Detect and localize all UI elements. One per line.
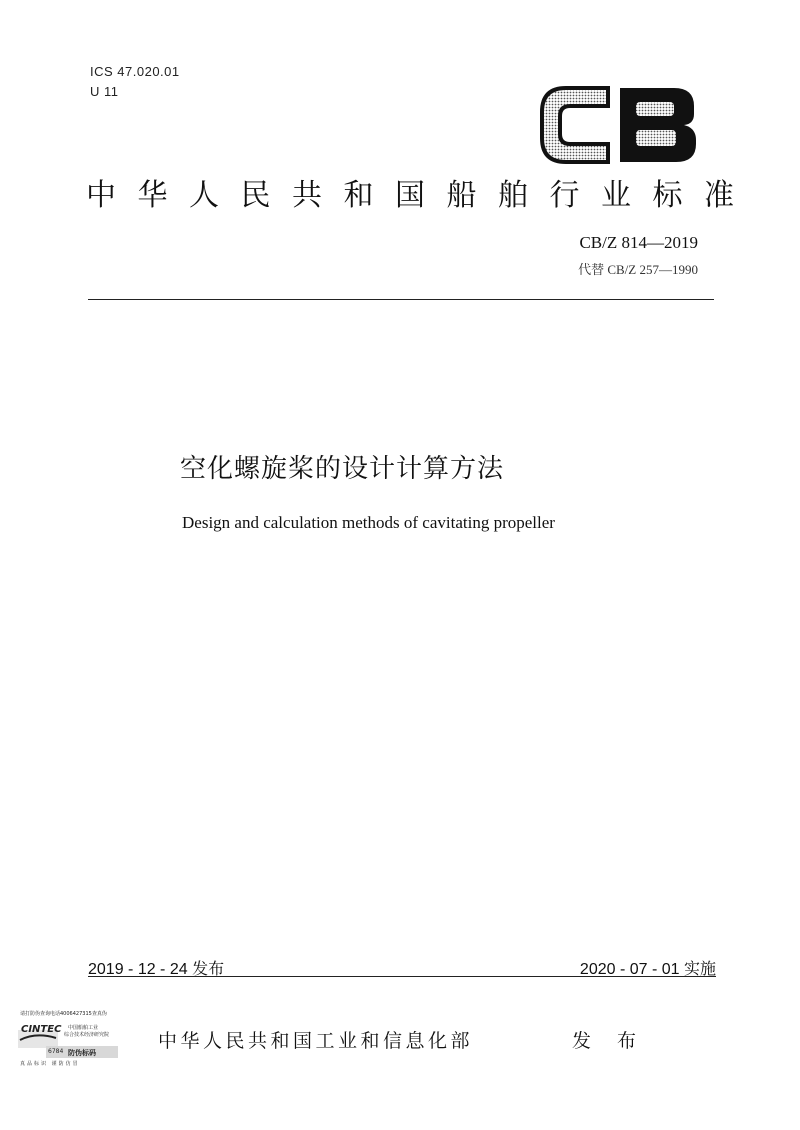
- standard-classification: [90, 62, 180, 102]
- ics-code: ICS 47.020.01: [90, 64, 180, 79]
- stamp-label: 防伪标码: [68, 1049, 96, 1057]
- replaced-standard: 代替 CB/Z 257—1990: [578, 262, 698, 277]
- issue-action: 发 布: [572, 1030, 647, 1052]
- letter-c-icon: [542, 88, 608, 162]
- standard-category-title: 中华人民共和国船舶行业标准: [86, 178, 756, 213]
- ccs-code: U 11: [90, 84, 119, 99]
- stamp-footer: 真品标识 谨防仿冒: [20, 1061, 80, 1067]
- stamp-org-line1: 中国船舶工业: [68, 1025, 99, 1031]
- standard-number: CB/Z 814—2019: [579, 233, 698, 252]
- footer-divider: [88, 976, 716, 977]
- stamp-background-icon: [18, 1008, 130, 1068]
- anti-counterfeit-stamp: [18, 1008, 130, 1068]
- effective-date: 2020 - 07 - 01 实施: [579, 961, 716, 978]
- header-divider: [88, 299, 714, 300]
- document-title-zh: 空化螺旋桨的设计计算方法: [180, 454, 505, 484]
- document-title-en: Design and calculation methods of cavitating propeller: [182, 513, 555, 532]
- letter-b-icon: [620, 88, 696, 162]
- issuing-authority: 中华人民共和国工业和信息化部: [158, 1030, 474, 1052]
- stamp-verify-line: 请打防伪查询电话4006427315查真伪: [20, 1011, 107, 1017]
- stamp-code: 6784: [48, 1048, 64, 1055]
- stamp-brand: CINTEC: [21, 1024, 62, 1035]
- stamp-org-line2: 综合技术经济研究院: [64, 1032, 110, 1038]
- publish-date: 2019 - 12 - 24 发布: [88, 961, 225, 978]
- cb-logo: [536, 82, 700, 168]
